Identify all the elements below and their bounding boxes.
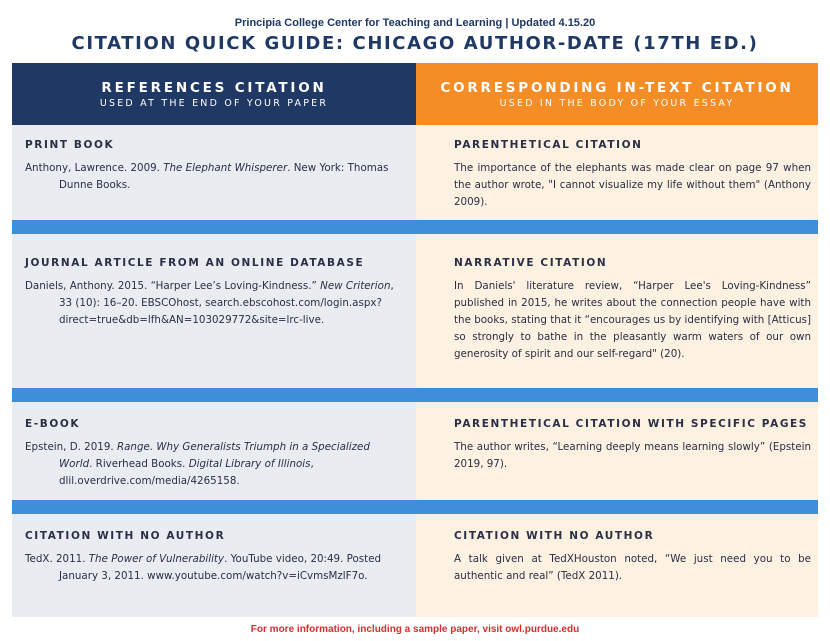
row-divider (12, 388, 818, 402)
journal-article-reference: Daniels, Anthony. 2015. “Harper Lee’s Loving-Kindness.” New Criterion, 33 (10): 16–20. EBSCOhost, search.ebscohost.com/login.aspx?direct=true&db=lfh&AN=103029772&site=lrc-live. (25, 280, 394, 326)
no-author-in-text-example: A talk given at TedXHouston noted, “We just need you to be authentic and real” (TedX 2011). (454, 553, 811, 582)
org-line: Principia College Center for Teaching and Learning | Updated 4.15.20 (234, 17, 596, 29)
no-author-in-text-cell (454, 530, 811, 585)
specific-pages-label: PARENTHETICAL CITATION WITH SPECIFIC PAGES (454, 418, 808, 430)
narrative-label: NARRATIVE CITATION (454, 257, 608, 269)
no-author-in-text-label: CITATION WITH NO AUTHOR (454, 530, 655, 542)
no-author-reference: TedX. 2011. The Power of Vulnerability. YouTube video, 20:49. Posted January 3, 2011. www.youtube.com/watch?v=iCvmsMzlF7o. (25, 553, 382, 582)
journal-article-label: JOURNAL ARTICLE FROM AN ONLINE DATABASE (25, 257, 365, 269)
print-book-label: PRINT BOOK (25, 139, 115, 151)
parenthetical-cell (454, 139, 811, 211)
row-divider (12, 220, 818, 234)
narrative-example: In Daniels' literature review, “Harper Lee's Loving-Kindness” published in 2015, he writes about the connection people have with the books, stating that it “encourages us by identifying with [Atticus] so strongly to bathe in the pleasantly warm waters of our own generosity of spirit and our self-regard" (20). (454, 280, 811, 360)
parenthetical-label: PARENTHETICAL CITATION (454, 139, 643, 151)
journal-article-cell (25, 257, 403, 329)
references-header (12, 63, 416, 125)
ebook-reference: Epstein, D. 2019. Range. Why Generalists Triumph in a Specialized World. Riverhead Books. Digital Library of Illinois, dlil.overdrive.com/media/4265158. (25, 441, 370, 487)
row-divider (12, 500, 818, 514)
specific-pages-cell (454, 418, 811, 473)
in-text-header-subtitle: USED IN THE BODY OF YOUR ESSAY (499, 98, 735, 109)
footer-note: For more information, including a sample paper, visit owl.purdue.edu (250, 624, 580, 635)
in-text-header (416, 63, 818, 125)
in-text-header-title: CORRESPONDING IN-TEXT CITATION (440, 80, 794, 96)
no-author-reference-label: CITATION WITH NO AUTHOR (25, 530, 226, 542)
citation-table (12, 63, 818, 617)
references-header-subtitle: USED AT THE END OF YOUR PAPER (99, 98, 329, 109)
references-header-title: REFERENCES CITATION (101, 80, 327, 96)
ebook-label: E-BOOK (25, 418, 81, 430)
print-book-reference: Anthony, Lawrence. 2009. The Elephant Whisperer. New York: Thomas Dunne Books. (25, 162, 389, 191)
ebook-cell (25, 418, 403, 490)
page-title: CITATION QUICK GUIDE: CHICAGO AUTHOR-DATE (17TH ED.) (71, 33, 759, 54)
no-author-reference-cell (25, 530, 403, 585)
parenthetical-example: The importance of the elephants was made clear on page 97 when the author wrote, "I cannot visualize my life without them" (Anthony 2009). (454, 162, 811, 208)
print-book-cell (25, 139, 403, 194)
specific-pages-example: The author writes, “Learning deeply means learning slowly” (Epstein 2019, 97). (454, 441, 811, 470)
narrative-cell (454, 257, 811, 363)
